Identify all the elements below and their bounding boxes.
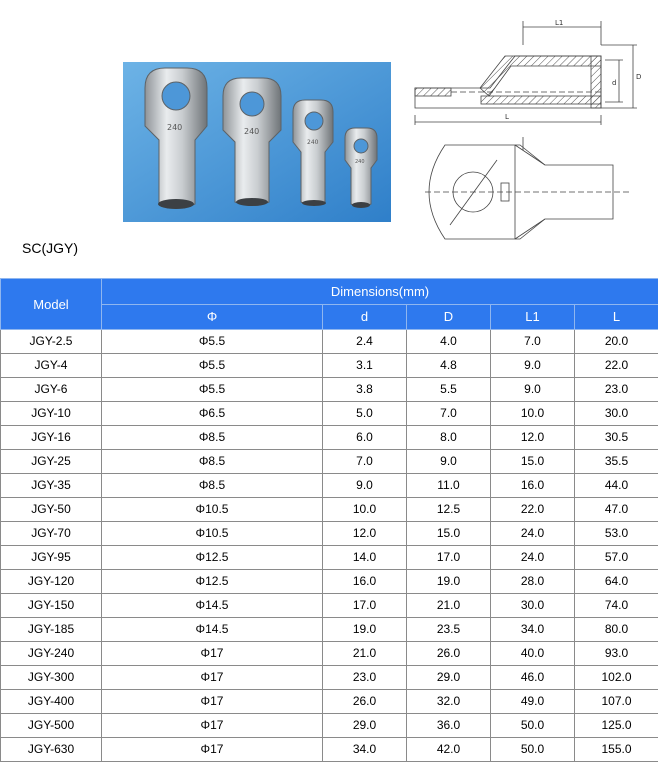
cell-l1: 24.0 [491,546,575,570]
cell-l1: 24.0 [491,522,575,546]
table-row [1,570,658,594]
cell-d: 7.0 [323,450,407,474]
cell-phi: Φ5.5 [102,330,323,354]
table-row [1,450,658,474]
table-row [1,546,658,570]
cell-D: 12.5 [407,498,491,522]
cell-l1: 22.0 [491,498,575,522]
cell-l1: 28.0 [491,570,575,594]
cell-phi: Φ5.5 [102,354,323,378]
cell-phi: Φ5.5 [102,378,323,402]
model-header: Model [1,279,102,330]
table-row [1,618,658,642]
cell-d: 3.8 [323,378,407,402]
cell-model: JGY-25 [1,450,102,474]
cell-phi: Φ17 [102,642,323,666]
column-header-l1: L1 [491,304,575,330]
cell-l1: 49.0 [491,690,575,714]
cell-l: 57.0 [575,546,658,570]
cell-l1: 50.0 [491,714,575,738]
cell-l: 74.0 [575,594,658,618]
cell-l: 30.5 [575,426,658,450]
cell-D: 17.0 [407,546,491,570]
cell-l: 80.0 [575,618,658,642]
cell-D: 26.0 [407,642,491,666]
table-row [1,330,658,354]
drawing-label-d-small: d [612,79,617,87]
cell-phi: Φ17 [102,690,323,714]
column-header-l: L [575,304,658,330]
cell-model: JGY-300 [1,666,102,690]
cell-l1: 50.0 [491,738,575,762]
cell-D: 19.0 [407,570,491,594]
cell-D: 29.0 [407,666,491,690]
cell-model: JGY-240 [1,642,102,666]
cell-D: 32.0 [407,690,491,714]
cell-l: 23.0 [575,378,658,402]
cell-phi: Φ17 [102,714,323,738]
cell-l1: 15.0 [491,450,575,474]
table-row [1,426,658,450]
cell-d: 23.0 [323,666,407,690]
cell-l: 102.0 [575,666,658,690]
cell-l: 22.0 [575,354,658,378]
cell-d: 26.0 [323,690,407,714]
cell-D: 11.0 [407,474,491,498]
cell-l: 155.0 [575,738,658,762]
technical-drawing [405,15,655,240]
cell-D: 4.8 [407,354,491,378]
cell-model: JGY-70 [1,522,102,546]
cell-l: 30.0 [575,402,658,426]
cell-model: JGY-500 [1,714,102,738]
cell-model: JGY-185 [1,618,102,642]
cell-d: 19.0 [323,618,407,642]
column-header-phi: Φ [102,304,323,330]
product-title: SC(JGY) [22,240,78,256]
cell-D: 7.0 [407,402,491,426]
cell-model: JGY-630 [1,738,102,762]
cell-phi: Φ8.5 [102,450,323,474]
column-header-D: D [407,304,491,330]
cell-l: 53.0 [575,522,658,546]
cell-l1: 7.0 [491,330,575,354]
cell-d: 6.0 [323,426,407,450]
cell-d: 5.0 [323,402,407,426]
cell-d: 29.0 [323,714,407,738]
table-row [1,714,658,738]
cell-d: 3.1 [323,354,407,378]
cell-d: 14.0 [323,546,407,570]
table-row [1,354,658,378]
drawing-label-l: L [505,113,509,121]
cell-l1: 10.0 [491,402,575,426]
cell-d: 12.0 [323,522,407,546]
drawing-label-l1: L1 [555,19,564,27]
cell-l1: 34.0 [491,618,575,642]
cell-l1: 46.0 [491,666,575,690]
cell-l1: 12.0 [491,426,575,450]
table-row [1,690,658,714]
cell-phi: Φ10.5 [102,498,323,522]
cell-model: JGY-50 [1,498,102,522]
table-row [1,522,658,546]
cell-d: 2.4 [323,330,407,354]
cell-l1: 9.0 [491,378,575,402]
product-photo [123,62,391,222]
cell-model: JGY-35 [1,474,102,498]
cell-l: 47.0 [575,498,658,522]
cell-model: JGY-10 [1,402,102,426]
table-row [1,498,658,522]
cell-model: JGY-400 [1,690,102,714]
cell-phi: Φ8.5 [102,426,323,450]
cell-phi: Φ17 [102,738,323,762]
cell-model: JGY-150 [1,594,102,618]
cell-D: 21.0 [407,594,491,618]
cell-l: 20.0 [575,330,658,354]
lug-2-stamp: 240 [244,127,260,136]
cell-D: 9.0 [407,450,491,474]
cell-phi: Φ10.5 [102,522,323,546]
table-row [1,378,658,402]
cell-D: 23.5 [407,618,491,642]
cell-model: JGY-6 [1,378,102,402]
spec-table [0,278,658,762]
cell-l1: 16.0 [491,474,575,498]
cell-l: 44.0 [575,474,658,498]
cell-model: JGY-16 [1,426,102,450]
cell-model: JGY-2.5 [1,330,102,354]
table-row [1,738,658,762]
cell-phi: Φ14.5 [102,594,323,618]
cell-l1: 40.0 [491,642,575,666]
cell-D: 4.0 [407,330,491,354]
dimensions-header: Dimensions(mm) [102,279,658,305]
cell-d: 9.0 [323,474,407,498]
cell-phi: Φ12.5 [102,546,323,570]
cell-l: 64.0 [575,570,658,594]
cell-d: 17.0 [323,594,407,618]
cell-D: 36.0 [407,714,491,738]
cell-l1: 30.0 [491,594,575,618]
cell-phi: Φ17 [102,666,323,690]
cell-D: 8.0 [407,426,491,450]
table-row [1,666,658,690]
cell-D: 5.5 [407,378,491,402]
cell-d: 16.0 [323,570,407,594]
table-row [1,594,658,618]
cell-model: JGY-120 [1,570,102,594]
lug-3-stamp: 240 [307,139,319,146]
cell-l: 93.0 [575,642,658,666]
column-header-d: d [323,304,407,330]
cell-d: 10.0 [323,498,407,522]
cell-l: 107.0 [575,690,658,714]
cell-D: 15.0 [407,522,491,546]
cell-l: 35.5 [575,450,658,474]
table-row [1,474,658,498]
cell-l1: 9.0 [491,354,575,378]
cell-l: 125.0 [575,714,658,738]
cell-model: JGY-95 [1,546,102,570]
cell-phi: Φ8.5 [102,474,323,498]
table-row [1,402,658,426]
cell-D: 42.0 [407,738,491,762]
table-row [1,642,658,666]
cell-d: 21.0 [323,642,407,666]
lug-4-stamp: 240 [355,159,365,165]
cell-phi: Φ14.5 [102,618,323,642]
cell-d: 34.0 [323,738,407,762]
cell-phi: Φ6.5 [102,402,323,426]
drawing-label-d-large: D [636,73,642,81]
cell-model: JGY-4 [1,354,102,378]
cell-phi: Φ12.5 [102,570,323,594]
lug-1-stamp: 240 [167,123,183,132]
